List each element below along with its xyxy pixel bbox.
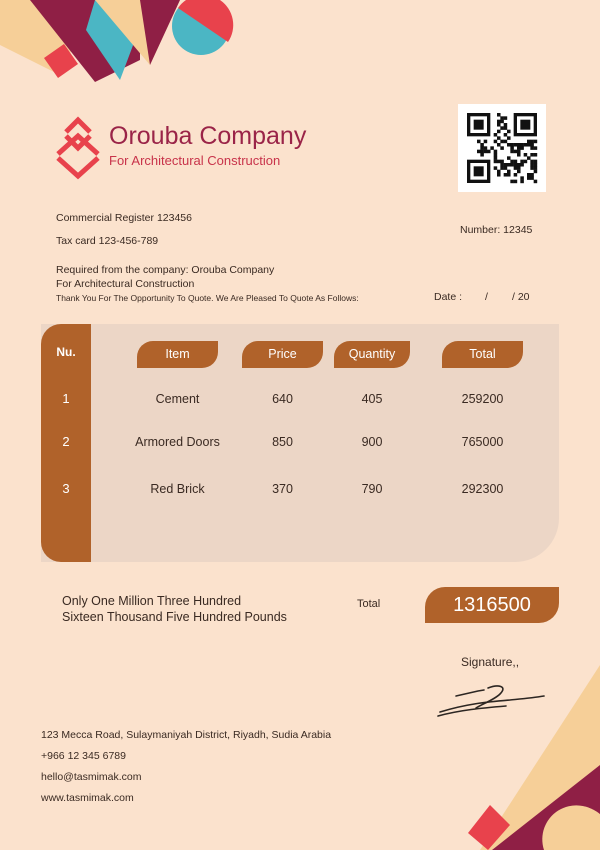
row-1-item: Cement	[155, 392, 200, 406]
tax-card: Tax card 123-456-789	[56, 235, 159, 247]
header-price: Price	[242, 341, 323, 368]
row-2-price: 850	[272, 435, 293, 449]
footer-website[interactable]: www.tasmimak.com	[41, 792, 134, 804]
row-3-item: Red Brick	[150, 482, 205, 496]
total-in-words	[62, 593, 287, 625]
row-1-total: 259200	[461, 392, 504, 406]
company-name: Orouba Company	[109, 122, 307, 150]
date-separator: /	[485, 291, 488, 303]
total-value: 1316500	[425, 587, 559, 623]
header-item: Item	[137, 341, 218, 368]
top-left-decoration	[0, 0, 240, 90]
footer-address: 123 Mecca Road, Sulaymaniyah District, Riyadh, Sudia Arabia	[41, 729, 332, 741]
diamond-chevron-logo-icon	[53, 114, 103, 180]
total-words-line-1: Only One Million Three Hundred	[62, 594, 242, 608]
row-2-item: Armored Doors	[135, 435, 220, 449]
company-tagline: For Architectural Construction	[109, 153, 281, 168]
signature-label: Signature,,	[461, 655, 520, 669]
row-2-quantity: 900	[361, 435, 383, 449]
commercial-register: Commercial Register 123456	[56, 212, 192, 224]
footer-email[interactable]: hello@tasmimak.com	[41, 771, 142, 783]
row-3-price: 370	[272, 482, 293, 496]
row-3-quantity: 790	[361, 482, 383, 496]
total-label: Total	[357, 598, 381, 610]
row-3-total: 292300	[461, 482, 504, 496]
row-1-number: 1	[62, 391, 70, 406]
header-quantity: Quantity	[334, 341, 410, 368]
thank-you-note: Thank You For The Opportunity To Quote. We Are Pleased To Quote As Follows:	[56, 293, 359, 303]
row-2-total: 765000	[461, 435, 504, 449]
header-number: Nu.	[56, 345, 76, 359]
row-1-quantity: 405	[361, 392, 383, 406]
footer-phone: +966 12 345 6789	[41, 750, 126, 762]
qr-code-icon	[458, 104, 546, 192]
date-label: Date :	[434, 291, 463, 303]
row-2-number: 2	[62, 434, 70, 449]
row-1-price: 640	[272, 392, 293, 406]
required-from: Required from the company: Orouba Company	[56, 264, 275, 276]
total-words-line-2: Sixteen Thousand Five Hundred Pounds	[62, 610, 287, 624]
required-from-tagline: For Architectural Construction	[56, 278, 195, 290]
signature-scribble-icon	[436, 682, 548, 722]
quote-number: Number: 12345	[460, 224, 533, 236]
date-year: / 20	[512, 291, 530, 303]
row-3-number: 3	[62, 481, 70, 496]
header-total: Total	[442, 341, 523, 368]
